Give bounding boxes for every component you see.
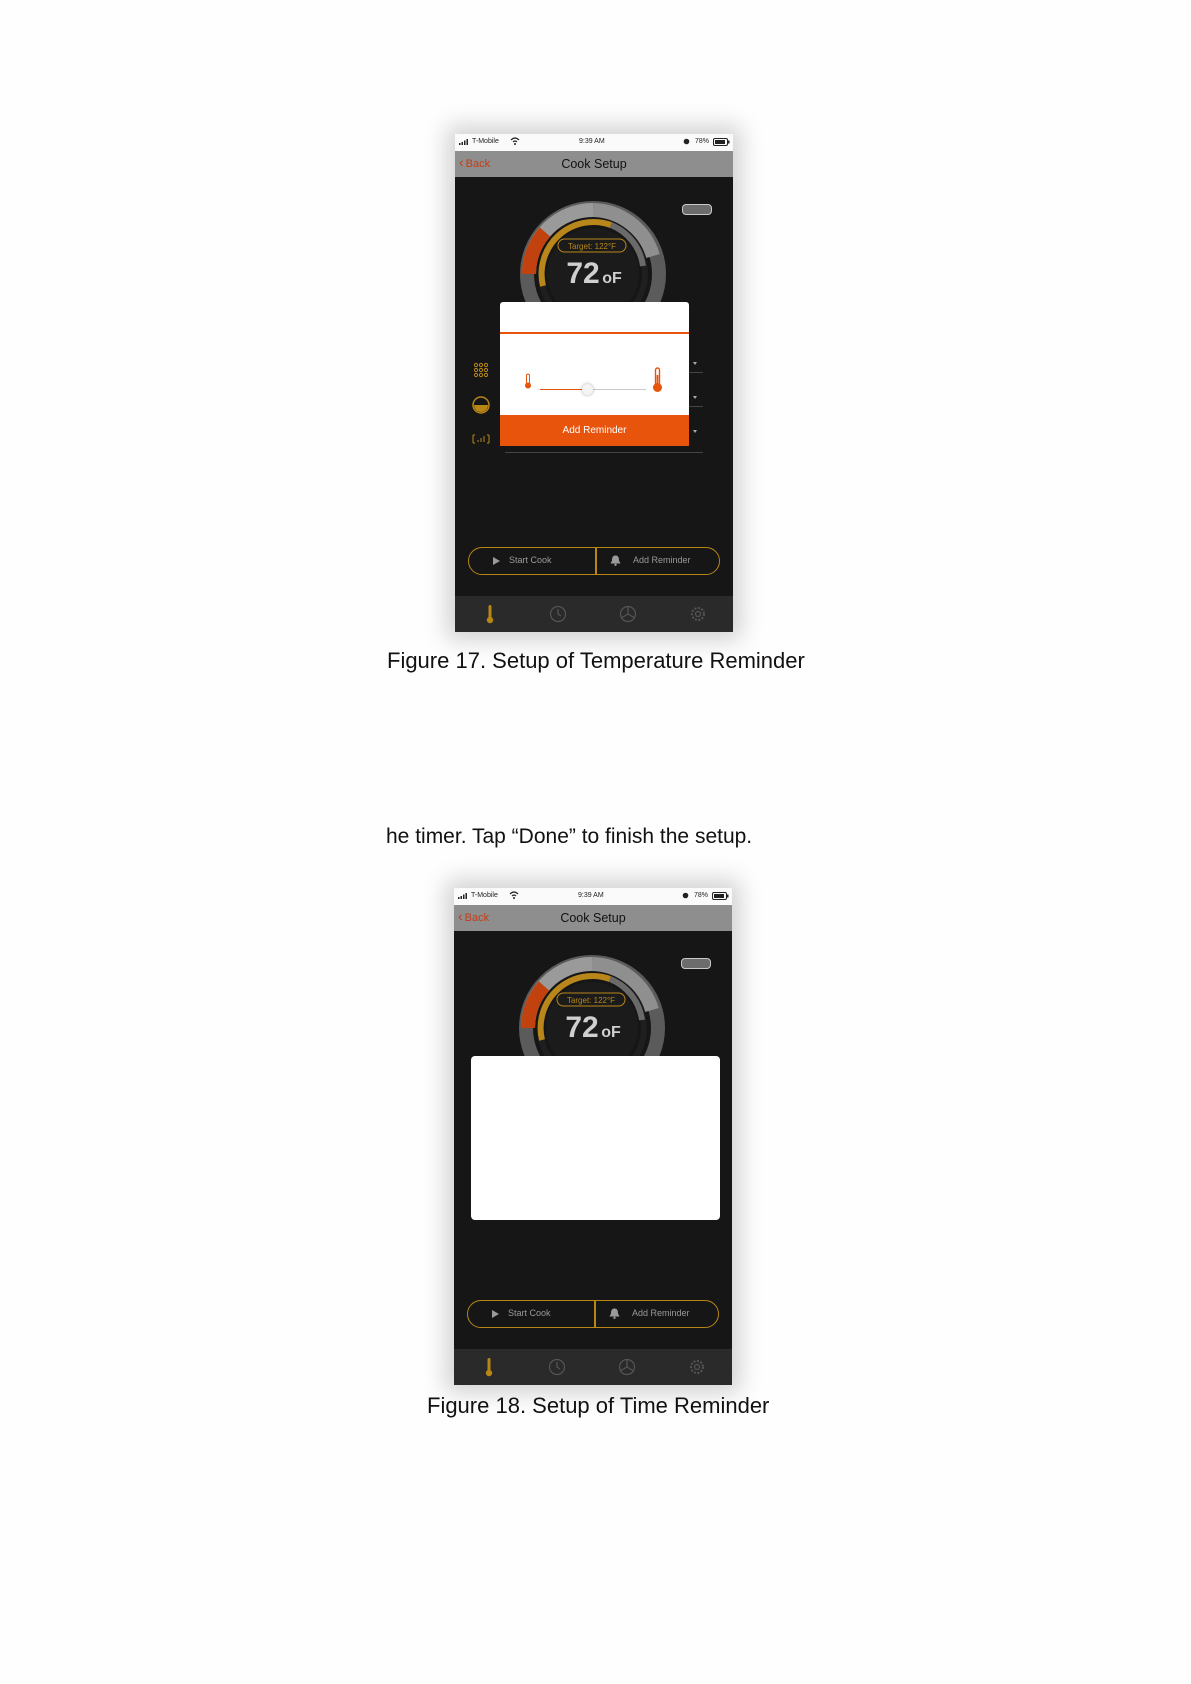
slider-fill xyxy=(540,389,588,390)
nav-bar xyxy=(455,151,733,177)
target-temp-label: Target: 122°F xyxy=(567,242,617,251)
thermometer-icon[interactable] xyxy=(484,1357,494,1377)
modal-header-divider xyxy=(500,332,689,334)
signal-icon xyxy=(459,139,469,147)
battery-icon xyxy=(712,892,729,902)
clock-icon[interactable] xyxy=(549,605,567,623)
dropdown-arrow[interactable] xyxy=(693,362,697,365)
clock-time: 9:39 AM xyxy=(578,892,604,899)
carrier-label: T-Mobile xyxy=(472,138,499,145)
figure-caption: Figure 17. Setup of Temperature Reminder xyxy=(387,648,805,673)
grid-icon xyxy=(473,362,489,378)
tab-bar xyxy=(454,1349,732,1385)
temp-unit: oF xyxy=(601,1024,621,1041)
bowl-icon xyxy=(472,396,490,414)
wifi-icon xyxy=(509,891,519,901)
tab-bar xyxy=(455,596,733,632)
temperature-gauge xyxy=(514,950,674,1070)
status-bar xyxy=(455,134,733,151)
thermometer-icon[interactable] xyxy=(485,604,495,624)
thermometer-icon xyxy=(524,373,532,389)
add-reminder-button[interactable] xyxy=(500,415,689,446)
start-cook-button[interactable] xyxy=(469,548,595,573)
temp-unit: oF xyxy=(602,270,622,287)
back-label: Back xyxy=(465,158,491,170)
signal-icon xyxy=(458,893,468,901)
dropdown-arrow[interactable] xyxy=(693,396,697,399)
clock-icon[interactable] xyxy=(548,1358,566,1376)
target-temp-label: Target: 122°F xyxy=(566,996,616,1005)
status-bar xyxy=(454,888,732,905)
current-temp-value: 72 xyxy=(565,1011,599,1044)
temperature-reminder-modal xyxy=(500,302,689,446)
body-text: he timer. Tap “Done” to finish the setup. xyxy=(386,825,753,848)
chevron-left-icon: ‹ xyxy=(459,154,464,170)
nav-bar xyxy=(454,905,732,931)
time-reminder-modal xyxy=(471,1056,720,1220)
clock-time: 9:39 AM xyxy=(579,138,605,145)
thermometer-icon xyxy=(652,367,663,393)
bell-icon xyxy=(610,555,621,566)
start-cook-button[interactable] xyxy=(468,1301,594,1326)
gear-icon[interactable] xyxy=(688,1358,706,1376)
fan-icon[interactable] xyxy=(619,605,637,623)
cook-control-bar xyxy=(468,547,720,575)
gear-icon[interactable] xyxy=(689,605,707,623)
phone-screenshot-fig17 xyxy=(455,134,733,632)
page-title: Cook Setup xyxy=(561,157,627,171)
phone-screenshot-fig18 xyxy=(454,888,732,1385)
signal-bars-icon xyxy=(472,433,490,445)
probe-battery-indicator xyxy=(681,958,711,969)
add-reminder-control[interactable] xyxy=(595,1301,719,1326)
add-reminder-control-label: Add Reminder xyxy=(632,1308,690,1318)
start-cook-label: Start Cook xyxy=(509,555,552,565)
dropdown-arrow[interactable] xyxy=(693,430,697,433)
start-cook-label: Start Cook xyxy=(508,1308,551,1318)
battery-percent: 78% xyxy=(694,892,709,899)
back-label: Back xyxy=(464,912,490,924)
battery-icon xyxy=(713,138,730,148)
slider-thumb[interactable] xyxy=(582,384,593,395)
fan-icon[interactable] xyxy=(618,1358,636,1376)
figure-caption: Figure 18. Setup of Time Reminder xyxy=(427,1393,770,1418)
add-reminder-control-label: Add Reminder xyxy=(633,555,691,565)
play-icon xyxy=(491,1310,499,1318)
alarm-icon xyxy=(683,138,690,147)
page-title: Cook Setup xyxy=(560,911,626,925)
add-reminder-control[interactable] xyxy=(596,548,720,573)
alarm-icon xyxy=(682,892,689,901)
bell-icon xyxy=(609,1308,620,1319)
temperature-gauge xyxy=(515,196,675,316)
current-temp-value: 72 xyxy=(566,257,600,290)
carrier-label: T-Mobile xyxy=(471,892,498,899)
battery-percent: 78% xyxy=(695,138,710,145)
wifi-icon xyxy=(510,137,520,147)
add-reminder-label: Add Reminder xyxy=(562,425,627,436)
divider xyxy=(505,452,703,453)
chevron-left-icon: ‹ xyxy=(458,908,463,924)
play-icon xyxy=(492,557,500,565)
cook-control-bar xyxy=(467,1300,719,1328)
probe-battery-indicator xyxy=(682,204,712,215)
